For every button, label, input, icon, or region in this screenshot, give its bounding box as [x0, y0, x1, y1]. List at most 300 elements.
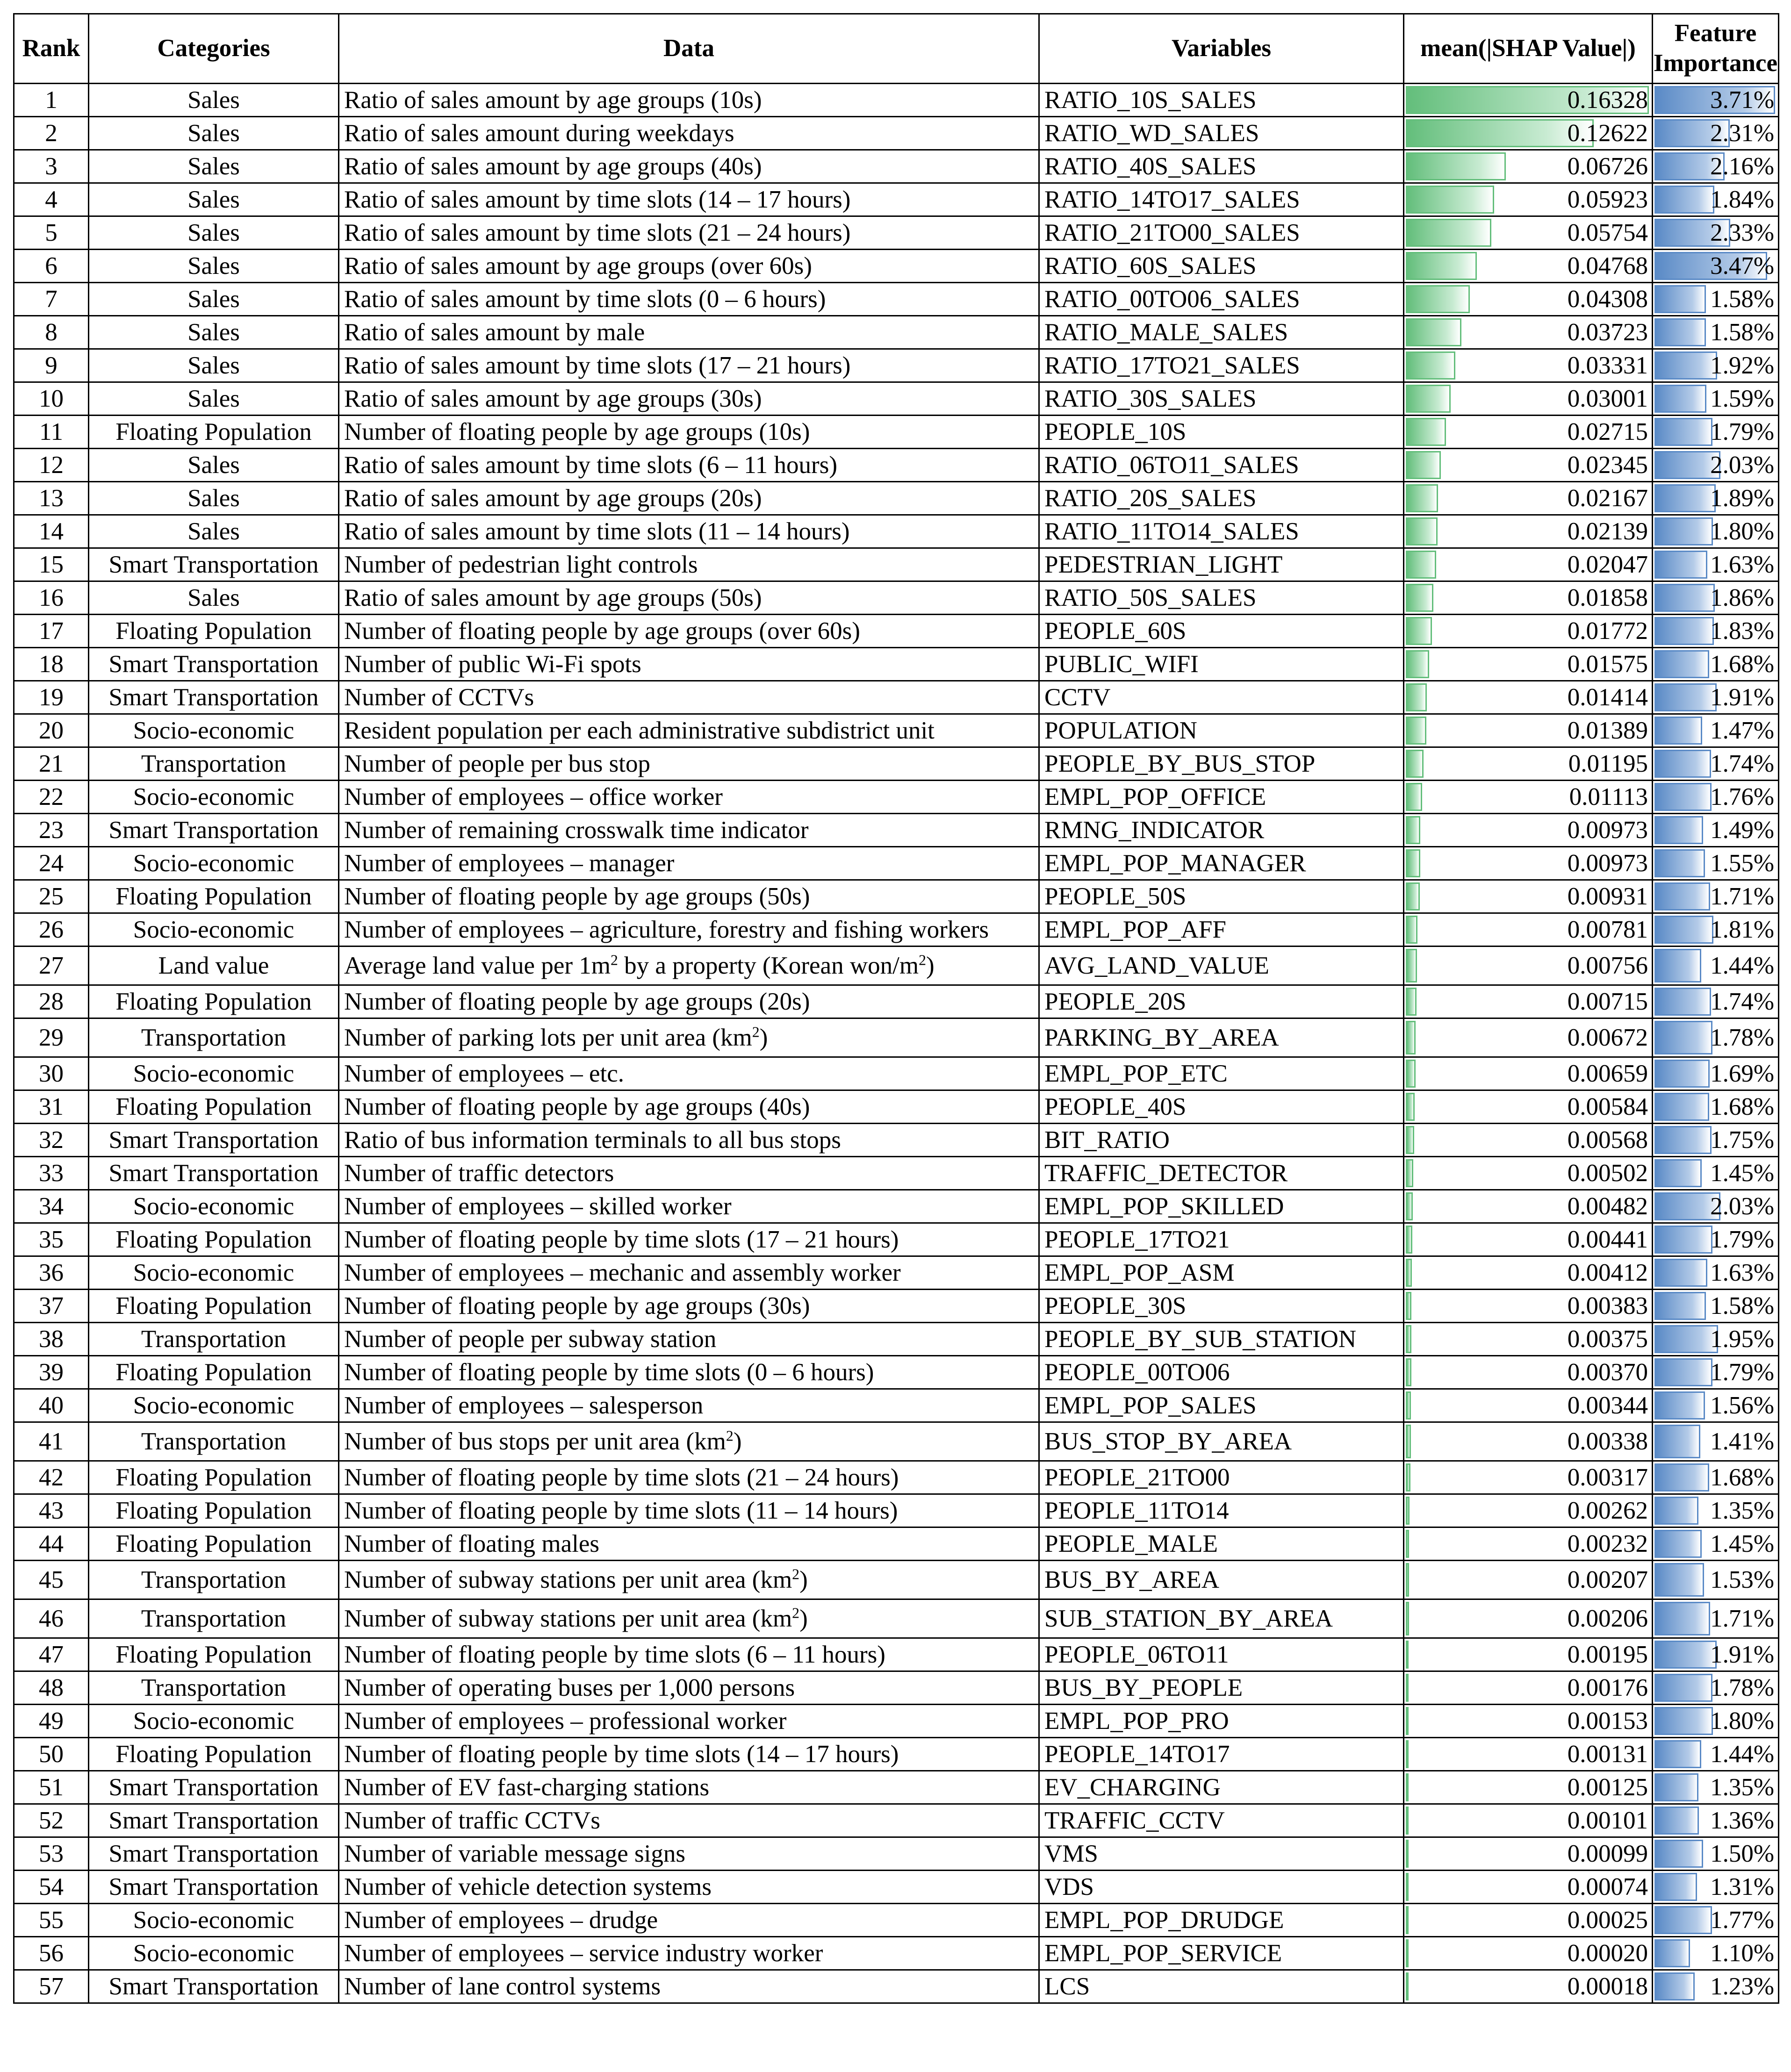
importance-bar — [1654, 1740, 1701, 1768]
shap-value: 0.00482 — [1567, 1193, 1648, 1220]
shap-bar — [1406, 849, 1420, 877]
shap-cell — [1404, 316, 1653, 349]
header-importance-line2: Importance — [1654, 50, 1777, 77]
data-cell: Number of subway stations per unit area $(km^2)$ — [339, 1561, 1039, 1599]
category-cell: Socio-economic — [89, 1190, 339, 1223]
shap-bar — [1406, 484, 1438, 512]
shap-bar — [1406, 1093, 1415, 1121]
shap-cell — [1404, 847, 1653, 880]
table-row — [14, 880, 1779, 913]
rank-cell: 7 — [14, 283, 89, 316]
rank-cell: 34 — [14, 1190, 89, 1223]
shap-value: 0.01113 — [1569, 783, 1648, 810]
rank-cell: 36 — [14, 1256, 89, 1290]
variable-cell: AVG_LAND_VALUE — [1039, 946, 1404, 985]
category-cell: Smart Transportation — [89, 1157, 339, 1190]
importance-value: 1.77% — [1710, 1907, 1774, 1934]
importance-value: 1.71% — [1710, 1605, 1774, 1632]
importance-value: 1.86% — [1710, 584, 1774, 611]
variable-cell: PEOPLE_50S — [1039, 880, 1404, 913]
importance-cell — [1653, 1323, 1779, 1356]
category-cell: Transportation — [89, 747, 339, 781]
importance-value: 1.80% — [1710, 518, 1774, 545]
data-cell: Number of floating people by age groups (30s) — [339, 1290, 1039, 1323]
data-cell: Number of floating people by time slots (0 – 6 hours) — [339, 1356, 1039, 1389]
importance-cell — [1653, 216, 1779, 250]
variable-cell: RATIO_60S_SALES — [1039, 250, 1404, 283]
data-cell: Number of bus stops per unit area $(km^2)$ — [339, 1422, 1039, 1461]
importance-bar — [1654, 1391, 1705, 1420]
data-cell: Number of traffic detectors — [339, 1157, 1039, 1190]
importance-value: 1.76% — [1710, 783, 1774, 810]
importance-bar — [1654, 1602, 1710, 1635]
category-cell: Floating Population — [89, 1638, 339, 1671]
variable-cell: EMPL_POP_SALES — [1039, 1389, 1404, 1422]
rank-cell: 56 — [14, 1937, 89, 1970]
shap-value: 0.00018 — [1567, 1973, 1648, 2000]
shap-cell — [1404, 416, 1653, 449]
shap-value: 0.02047 — [1567, 551, 1648, 578]
table-row — [14, 1223, 1779, 1256]
category-cell: Smart Transportation — [89, 1837, 339, 1871]
table-row — [14, 1561, 1779, 1599]
importance-value: 1.56% — [1710, 1392, 1774, 1419]
data-cell: Number of remaining crosswalk time indicator — [339, 814, 1039, 847]
importance-value: 1.45% — [1710, 1530, 1774, 1557]
shap-cell — [1404, 913, 1653, 946]
importance-value: 1.68% — [1710, 1464, 1774, 1491]
shap-bar — [1406, 683, 1427, 711]
table-row — [14, 1389, 1779, 1422]
shap-cell — [1404, 1738, 1653, 1771]
data-cell: Number of employees – mechanic and assembly worker — [339, 1256, 1039, 1290]
rank-cell: 32 — [14, 1124, 89, 1157]
table-row — [14, 1090, 1779, 1124]
importance-cell — [1653, 714, 1779, 747]
shap-cell — [1404, 1705, 1653, 1738]
category-cell: Sales — [89, 449, 339, 482]
category-cell: Floating Population — [89, 1527, 339, 1561]
shap-bar — [1406, 318, 1461, 346]
importance-cell — [1653, 1422, 1779, 1461]
importance-cell — [1653, 1837, 1779, 1871]
importance-cell — [1653, 1970, 1779, 2003]
rank-cell: 41 — [14, 1422, 89, 1461]
importance-bar — [1654, 1807, 1699, 1835]
importance-bar — [1654, 949, 1701, 982]
category-cell: Smart Transportation — [89, 648, 339, 681]
category-cell: Floating Population — [89, 1356, 339, 1389]
variable-cell: BUS_BY_PEOPLE — [1039, 1671, 1404, 1705]
shap-cell — [1404, 985, 1653, 1018]
rank-cell: 54 — [14, 1871, 89, 1904]
shap-value: 0.02139 — [1567, 518, 1648, 545]
shap-value: 0.00659 — [1567, 1060, 1648, 1087]
shap-bar — [1406, 1358, 1411, 1386]
shap-bar — [1406, 1873, 1409, 1901]
importance-bar — [1654, 988, 1711, 1016]
importance-bar — [1654, 1358, 1712, 1386]
variable-cell: BUS_STOP_BY_AREA — [1039, 1422, 1404, 1461]
shap-bar — [1406, 1530, 1409, 1558]
importance-value: 1.58% — [1710, 1292, 1774, 1319]
category-cell: Floating Population — [89, 1290, 339, 1323]
importance-value: 1.91% — [1710, 684, 1774, 711]
shap-bar — [1406, 1159, 1413, 1187]
variable-cell: RATIO_06TO11_SALES — [1039, 449, 1404, 482]
table-row — [14, 1937, 1779, 1970]
data-cell: Number of floating males — [339, 1527, 1039, 1561]
shap-value: 0.01772 — [1567, 617, 1648, 645]
rank-cell: 11 — [14, 416, 89, 449]
data-cell: Number of floating people by age groups (40s) — [339, 1090, 1039, 1124]
shap-bar — [1406, 882, 1420, 911]
shap-value: 0.03723 — [1567, 319, 1648, 346]
category-cell: Smart Transportation — [89, 1871, 339, 1904]
shap-bar — [1406, 186, 1494, 214]
table-row — [14, 515, 1779, 548]
shap-bar — [1406, 1463, 1410, 1491]
rank-cell: 12 — [14, 449, 89, 482]
shap-bar — [1406, 1192, 1413, 1220]
importance-value: 1.59% — [1710, 385, 1774, 412]
rank-cell: 33 — [14, 1157, 89, 1190]
shap-bar — [1406, 750, 1424, 778]
shap-value: 0.06726 — [1567, 153, 1648, 180]
importance-bar — [1654, 1259, 1707, 1287]
shap-bar — [1406, 351, 1455, 380]
importance-value: 1.89% — [1710, 485, 1774, 512]
importance-bar — [1654, 418, 1712, 446]
category-cell: Floating Population — [89, 416, 339, 449]
category-cell: Transportation — [89, 1018, 339, 1057]
importance-cell — [1653, 416, 1779, 449]
data-cell: Number of parking lots per unit area $(km^2)$ — [339, 1018, 1039, 1057]
table-row — [14, 615, 1779, 648]
table-row — [14, 1461, 1779, 1494]
importance-cell — [1653, 482, 1779, 515]
shap-cell — [1404, 714, 1653, 747]
shap-cell — [1404, 150, 1653, 183]
category-cell: Sales — [89, 316, 339, 349]
variable-cell: PEOPLE_10S — [1039, 416, 1404, 449]
shap-cell — [1404, 946, 1653, 985]
importance-bar — [1654, 186, 1714, 214]
importance-bar — [1654, 1707, 1713, 1735]
shap-cell — [1404, 581, 1653, 615]
shap-bar — [1406, 1807, 1409, 1835]
importance-cell — [1653, 946, 1779, 985]
variable-cell: EMPL_POP_PRO — [1039, 1705, 1404, 1738]
importance-bar — [1654, 1873, 1697, 1901]
importance-value: 2.16% — [1710, 153, 1774, 180]
variable-cell: EMPL_POP_ASM — [1039, 1256, 1404, 1290]
variable-cell: PEOPLE_MALE — [1039, 1527, 1404, 1561]
shap-cell — [1404, 183, 1653, 216]
variable-cell: RATIO_WD_SALES — [1039, 117, 1404, 150]
category-cell: Transportation — [89, 1422, 339, 1461]
category-cell: Floating Population — [89, 1090, 339, 1124]
importance-cell — [1653, 84, 1779, 117]
category-cell: Smart Transportation — [89, 1804, 339, 1837]
category-cell: Sales — [89, 482, 339, 515]
importance-cell — [1653, 1256, 1779, 1290]
superscript-two: 2 — [610, 952, 618, 968]
rank-cell: 17 — [14, 615, 89, 648]
category-cell: Sales — [89, 349, 339, 382]
shap-bar — [1406, 584, 1433, 612]
rank-cell: 28 — [14, 985, 89, 1018]
shap-bar — [1406, 1840, 1409, 1868]
importance-value: 1.71% — [1710, 883, 1774, 910]
importance-cell — [1653, 1705, 1779, 1738]
rank-cell: 13 — [14, 482, 89, 515]
data-cell: Number of floating people by time slots (14 – 17 hours) — [339, 1738, 1039, 1771]
importance-cell — [1653, 1804, 1779, 1837]
data-cell: Number of employees – salesperson — [339, 1389, 1039, 1422]
variable-cell: PEOPLE_20S — [1039, 985, 1404, 1018]
shap-bar — [1406, 916, 1417, 944]
importance-bar — [1654, 916, 1713, 944]
shap-cell — [1404, 382, 1653, 416]
importance-cell — [1653, 913, 1779, 946]
variable-cell: RATIO_30S_SALES — [1039, 382, 1404, 416]
importance-value: 1.35% — [1710, 1497, 1774, 1524]
category-cell: Smart Transportation — [89, 1771, 339, 1804]
category-cell: Socio-economic — [89, 1057, 339, 1090]
shap-value: 0.00025 — [1567, 1907, 1648, 1934]
data-cell: Ratio of sales amount by time slots (6 – 11 hours) — [339, 449, 1039, 482]
variable-cell: PEOPLE_BY_SUB_STATION — [1039, 1323, 1404, 1356]
category-cell: Floating Population — [89, 1223, 339, 1256]
shap-value: 0.00101 — [1567, 1807, 1648, 1834]
variable-cell: RATIO_21TO00_SALES — [1039, 216, 1404, 250]
data-cell: Ratio of sales amount by age groups (10s) — [339, 84, 1039, 117]
shap-cell — [1404, 1461, 1653, 1494]
category-cell: Sales — [89, 84, 339, 117]
importance-cell — [1653, 1561, 1779, 1599]
importance-value: 1.45% — [1710, 1160, 1774, 1187]
shap-value: 0.01858 — [1567, 584, 1648, 611]
shap-value: 0.03331 — [1567, 352, 1648, 379]
variable-cell: PEOPLE_21TO00 — [1039, 1461, 1404, 1494]
shap-value: 0.00383 — [1567, 1292, 1648, 1319]
variable-cell: TRAFFIC_CCTV — [1039, 1804, 1404, 1837]
importance-cell — [1653, 250, 1779, 283]
variable-cell: PEOPLE_11TO14 — [1039, 1494, 1404, 1527]
importance-cell — [1653, 515, 1779, 548]
rank-cell: 31 — [14, 1090, 89, 1124]
shap-cell — [1404, 681, 1653, 714]
data-cell: Number of floating people by time slots (21 – 24 hours) — [339, 1461, 1039, 1494]
shap-cell — [1404, 1356, 1653, 1389]
variable-cell: EMPL_POP_OFFICE — [1039, 781, 1404, 814]
rank-cell: 55 — [14, 1904, 89, 1937]
shap-value: 0.00176 — [1567, 1674, 1648, 1701]
shap-cell — [1404, 1256, 1653, 1290]
rank-cell: 52 — [14, 1804, 89, 1837]
importance-bar — [1654, 683, 1717, 711]
category-cell: Sales — [89, 515, 339, 548]
table-row — [14, 985, 1779, 1018]
importance-cell — [1653, 985, 1779, 1018]
data-cell: Number of employees – drudge — [339, 1904, 1039, 1937]
shap-bar — [1406, 517, 1438, 545]
importance-value: 1.79% — [1710, 1226, 1774, 1253]
importance-cell — [1653, 681, 1779, 714]
importance-value: 1.68% — [1710, 1093, 1774, 1120]
importance-cell — [1653, 581, 1779, 615]
importance-bar — [1654, 517, 1713, 545]
shap-value: 0.00125 — [1567, 1774, 1648, 1801]
category-cell: Socio-economic — [89, 913, 339, 946]
shap-value: 0.00568 — [1567, 1126, 1648, 1154]
shap-value: 0.00502 — [1567, 1160, 1648, 1187]
shap-cell — [1404, 1904, 1653, 1937]
shap-value: 0.00441 — [1567, 1226, 1648, 1253]
shap-cell — [1404, 84, 1653, 117]
shap-cell — [1404, 1290, 1653, 1323]
shap-value: 0.00131 — [1567, 1741, 1648, 1768]
category-cell: Smart Transportation — [89, 681, 339, 714]
variable-cell: RATIO_00TO06_SALES — [1039, 283, 1404, 316]
shap-bar — [1406, 219, 1491, 247]
importance-bar — [1654, 816, 1703, 844]
variable-cell: RATIO_20S_SALES — [1039, 482, 1404, 515]
table-row — [14, 1599, 1779, 1638]
variable-cell: PEOPLE_30S — [1039, 1290, 1404, 1323]
rank-cell: 29 — [14, 1018, 89, 1057]
shap-value: 0.05923 — [1567, 186, 1648, 213]
importance-value: 2.03% — [1710, 452, 1774, 479]
shap-cell — [1404, 1638, 1653, 1671]
data-cell: Ratio of sales amount by male — [339, 316, 1039, 349]
table-row — [14, 449, 1779, 482]
rank-cell: 2 — [14, 117, 89, 150]
table-row — [14, 648, 1779, 681]
shap-value: 0.00715 — [1567, 988, 1648, 1015]
importance-bar — [1654, 1292, 1706, 1320]
variable-cell: PEOPLE_40S — [1039, 1090, 1404, 1124]
shap-cell — [1404, 1671, 1653, 1705]
shap-cell — [1404, 1090, 1653, 1124]
category-cell: Sales — [89, 382, 339, 416]
shap-cell — [1404, 548, 1653, 581]
shap-bar — [1406, 1563, 1409, 1597]
rank-cell: 45 — [14, 1561, 89, 1599]
importance-bar — [1654, 1126, 1712, 1154]
importance-value: 1.68% — [1710, 651, 1774, 678]
category-cell: Floating Population — [89, 1461, 339, 1494]
variable-cell: PUBLIC_WIFI — [1039, 648, 1404, 681]
data-cell: Number of EV fast-charging stations — [339, 1771, 1039, 1804]
rank-cell: 44 — [14, 1527, 89, 1561]
importance-value: 1.63% — [1710, 1259, 1774, 1286]
variable-cell: RATIO_MALE_SALES — [1039, 316, 1404, 349]
shap-cell — [1404, 1561, 1653, 1599]
data-cell: Number of employees – manager — [339, 847, 1039, 880]
rank-cell: 53 — [14, 1837, 89, 1871]
shap-bar — [1406, 451, 1441, 479]
importance-bar — [1654, 849, 1705, 877]
importance-bar — [1654, 1840, 1703, 1868]
rank-cell: 42 — [14, 1461, 89, 1494]
category-cell: Socio-economic — [89, 781, 339, 814]
data-cell: Number of floating people by age groups (20s) — [339, 985, 1039, 1018]
rank-cell: 14 — [14, 515, 89, 548]
table-row — [14, 1190, 1779, 1223]
importance-bar — [1654, 1906, 1712, 1934]
data-cell: Ratio of bus information terminals to all bus stops — [339, 1124, 1039, 1157]
header-shap: mean(|SHAP Value|) — [1404, 14, 1653, 84]
variable-cell: RATIO_10S_SALES — [1039, 84, 1404, 117]
table-row — [14, 1738, 1779, 1771]
category-cell: Floating Population — [89, 1494, 339, 1527]
importance-bar — [1654, 1497, 1698, 1525]
shap-bar — [1406, 252, 1477, 280]
shap-bar — [1406, 385, 1451, 413]
shap-bar — [1406, 418, 1446, 446]
importance-value: 1.74% — [1710, 988, 1774, 1015]
importance-cell — [1653, 449, 1779, 482]
header-variables: Variables — [1039, 14, 1404, 84]
importance-value: 1.50% — [1710, 1840, 1774, 1867]
data-cell: Number of CCTVs — [339, 681, 1039, 714]
variable-cell: VMS — [1039, 1837, 1404, 1871]
rank-cell: 38 — [14, 1323, 89, 1356]
importance-bar — [1654, 318, 1706, 346]
table-row — [14, 913, 1779, 946]
importance-cell — [1653, 1190, 1779, 1223]
importance-value: 1.31% — [1710, 1873, 1774, 1900]
importance-value: 1.36% — [1710, 1807, 1774, 1834]
importance-value: 1.79% — [1710, 418, 1774, 445]
importance-cell — [1653, 1356, 1779, 1389]
superscript-two: 2 — [726, 1427, 734, 1444]
variable-cell: CCTV — [1039, 681, 1404, 714]
variable-cell: POPULATION — [1039, 714, 1404, 747]
shap-value: 0.00756 — [1567, 952, 1648, 979]
rank-cell: 57 — [14, 1970, 89, 2003]
rank-cell: 5 — [14, 216, 89, 250]
importance-cell — [1653, 1771, 1779, 1804]
category-cell: Socio-economic — [89, 1937, 339, 1970]
category-cell: Floating Population — [89, 615, 339, 648]
variable-cell: PEDESTRIAN_LIGHT — [1039, 548, 1404, 581]
shap-bar — [1406, 1226, 1412, 1254]
data-cell: Ratio of sales amount by age groups (40s) — [339, 150, 1039, 183]
importance-bar — [1654, 1093, 1709, 1121]
table-row — [14, 117, 1779, 150]
variable-cell: PEOPLE_BY_BUS_STOP — [1039, 747, 1404, 781]
importance-bar — [1654, 717, 1702, 745]
data-cell: Number of employees – office worker — [339, 781, 1039, 814]
shap-cell — [1404, 1970, 1653, 2003]
shap-cell — [1404, 1599, 1653, 1638]
variable-cell: EMPL_POP_ETC — [1039, 1057, 1404, 1090]
shap-value: 0.00584 — [1567, 1093, 1648, 1120]
data-cell: Number of people per bus stop — [339, 747, 1039, 781]
data-cell: Number of floating people by age groups (10s) — [339, 416, 1039, 449]
importance-bar — [1654, 285, 1706, 313]
category-cell: Sales — [89, 117, 339, 150]
importance-cell — [1653, 1018, 1779, 1057]
data-cell: Number of floating people by time slots (11 – 14 hours) — [339, 1494, 1039, 1527]
data-cell: Number of public Wi-Fi spots — [339, 648, 1039, 681]
category-cell: Smart Transportation — [89, 1970, 339, 2003]
table-row — [14, 1057, 1779, 1090]
variable-cell: LCS — [1039, 1970, 1404, 2003]
